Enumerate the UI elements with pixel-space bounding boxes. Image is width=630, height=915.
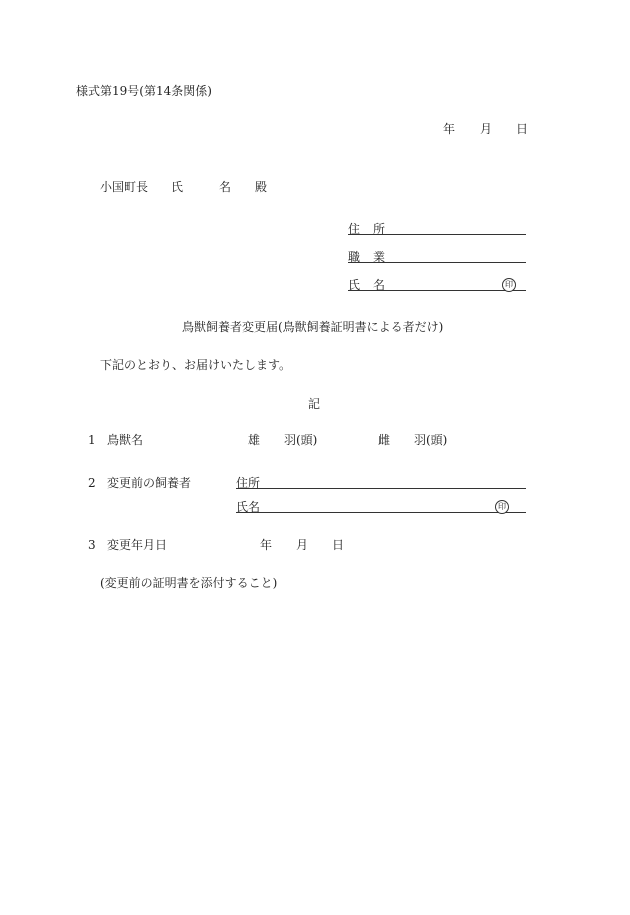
item-1-female-unit: 羽(頭) xyxy=(414,433,448,447)
date-year: 年 xyxy=(443,122,456,136)
form-number: 様式第19号(第14条関係) xyxy=(76,84,212,98)
date-month: 月 xyxy=(480,122,493,136)
item-3-number: 3 xyxy=(88,538,96,552)
date-day: 日 xyxy=(516,122,529,136)
item-1-number: 1 xyxy=(88,433,96,447)
item-3-month: 月 xyxy=(296,538,309,552)
attachment-note: (変更前の証明書を添付すること) xyxy=(100,576,278,590)
item-3-label: 変更年月日 xyxy=(107,538,168,552)
item-3-year: 年 xyxy=(260,538,273,552)
addressee-name-2: 名 xyxy=(219,180,232,194)
item-2-name-line[interactable] xyxy=(236,512,526,513)
addressee-name-1: 氏 xyxy=(171,180,184,194)
record-heading: 記 xyxy=(308,397,321,411)
item-1-male-unit: 羽(頭) xyxy=(284,433,318,447)
item-1-male: 雄 xyxy=(248,433,261,447)
applicant-occupation-label-2: 業 xyxy=(373,250,386,264)
item-2-name-label: 氏名 xyxy=(236,500,261,514)
addressee-title: 小国町長 xyxy=(100,180,149,194)
item-1-female: 雌 xyxy=(378,433,391,447)
document-title: 鳥獣飼養者変更届(鳥獣飼養証明書による者だけ) xyxy=(182,320,444,334)
applicant-name-label-2: 名 xyxy=(373,278,386,292)
item-3-day: 日 xyxy=(332,538,345,552)
item-1-label: 鳥獣名 xyxy=(107,433,144,447)
intro-text: 下記のとおり、お届けいたします。 xyxy=(100,358,292,372)
applicant-name-line[interactable] xyxy=(348,290,526,291)
applicant-name-label-1: 氏 xyxy=(348,278,361,292)
applicant-occupation-line[interactable] xyxy=(348,262,526,263)
item-2-seal-icon: 印 xyxy=(495,500,509,514)
item-2-number: 2 xyxy=(88,476,96,490)
applicant-address-label-2: 所 xyxy=(373,222,386,236)
applicant-occupation-label-1: 職 xyxy=(348,250,361,264)
item-2-address-line[interactable] xyxy=(236,488,526,489)
addressee-honorific: 殿 xyxy=(255,180,268,194)
applicant-address-label-1: 住 xyxy=(348,222,361,236)
applicant-address-line[interactable] xyxy=(348,234,526,235)
item-2-address-label: 住所 xyxy=(236,476,261,490)
item-2-label: 変更前の飼養者 xyxy=(107,476,192,490)
applicant-seal-icon: 印 xyxy=(502,278,516,292)
